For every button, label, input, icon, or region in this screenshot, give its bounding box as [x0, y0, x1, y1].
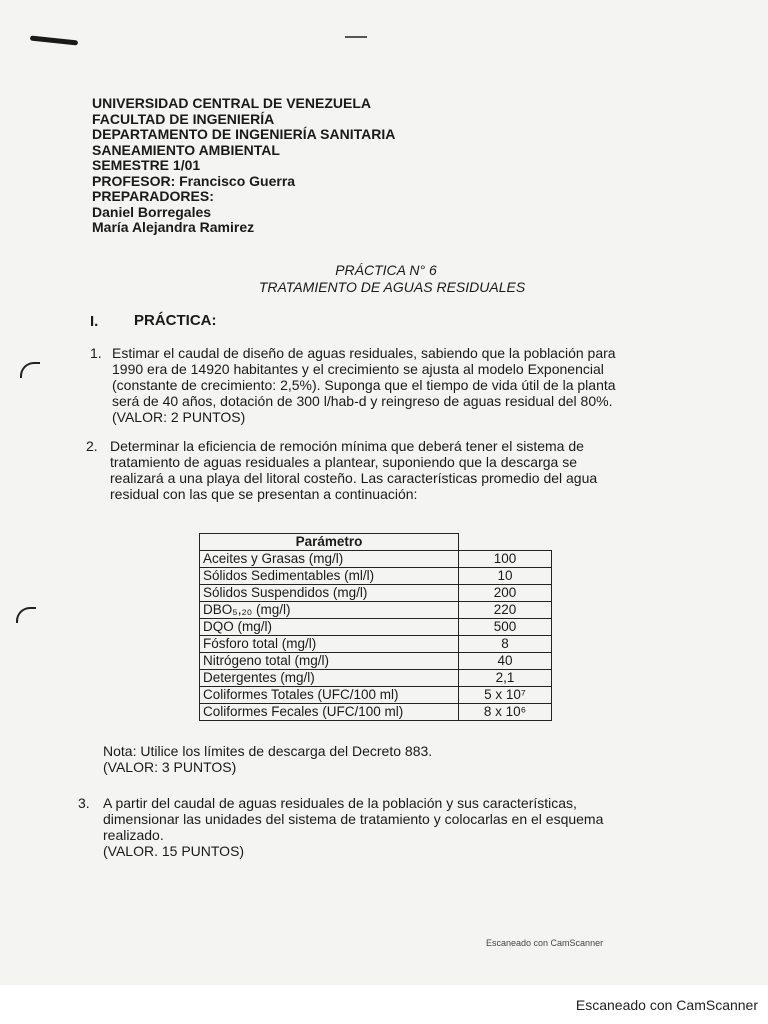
scanner-watermark: Escaneado con CamScanner — [486, 938, 604, 948]
practice-subject: TRATAMIENTO DE AGUAS RESIDUALES — [258, 279, 526, 295]
pen-mark — [30, 36, 78, 46]
table-header-row — [200, 534, 552, 551]
header-assistant-1: Daniel Borregales — [92, 203, 212, 220]
parameter-name: Coliformes Fecales (UFC/100 ml) — [200, 704, 459, 721]
note-value: (VALOR: 3 PUNTOS) — [103, 759, 237, 775]
parameter-name: Coliformes Totales (UFC/100 ml) — [200, 687, 459, 704]
table-note — [103, 743, 432, 775]
parameter-value: 8 x 10⁶ — [459, 704, 552, 721]
parameter-value: 500 — [459, 619, 552, 636]
practice-title: PRÁCTICA N° 6 — [335, 262, 437, 278]
question-line: dimensionar las unidades del sistema de tratamiento y colocarlas en el esquema — [103, 811, 604, 827]
parameter-name: Sólidos Suspendidos (mg/l) — [200, 585, 459, 602]
question-3-text — [103, 795, 603, 859]
question-line: residual con las que se presentan a continuación: — [110, 486, 418, 502]
question-2-text — [110, 438, 597, 502]
parameter-value: 5 x 10⁷ — [459, 687, 552, 704]
section-number: I. — [90, 313, 99, 330]
table-row — [200, 636, 552, 653]
table-row — [200, 704, 552, 721]
question-line: (constante de crecimiento: 2,5%). Suponga que el tiempo de vida útil de la planta — [112, 377, 616, 393]
question-line: A partir del caudal de aguas residuales de la población y sus características, — [103, 795, 577, 811]
question-line: será de 40 años, dotación de 300 l/hab-d y reingreso de aguas residual del 80%. — [112, 393, 613, 409]
table-row — [200, 687, 552, 704]
header-professor: PROFESOR: Francisco Guerra — [92, 172, 296, 189]
parameter-value: 220 — [459, 602, 552, 619]
table-row — [200, 653, 552, 670]
parameter-name: Sólidos Sedimentables (ml/l) — [200, 568, 459, 585]
parameter-value: 40 — [459, 653, 552, 670]
table-row — [200, 551, 552, 568]
header-semester: SEMESTRE 1/01 — [92, 157, 201, 173]
parameter-name: DQO (mg/l) — [200, 619, 459, 636]
section-title: PRÁCTICA: — [134, 312, 217, 329]
footer-watermark: Escaneado con CamScanner — [575, 997, 758, 1013]
header-university: UNIVERSIDAD CENTRAL DE VENEZUELA — [92, 95, 371, 111]
note-text: Nota: Utilice los límites de descarga del Decreto 883. — [103, 743, 433, 759]
question-line: tratamiento de aguas residuales a plantear, suponiendo que la descarga se — [110, 454, 577, 470]
question-line: Determinar la eficiencia de remoción mínima que deberá tener el sistema de — [110, 438, 584, 454]
parameter-name: Nitrógeno total (mg/l) — [200, 653, 459, 670]
table-row — [200, 619, 552, 636]
parameter-value: 8 — [459, 636, 552, 653]
footer-bar — [0, 985, 768, 1024]
parameter-value: 100 — [459, 551, 552, 568]
question-1-text — [112, 345, 616, 425]
question-value: (VALOR: 2 PUNTOS) — [112, 409, 246, 425]
parameter-name: Fósforo total (mg/l) — [200, 636, 459, 653]
table-row — [200, 585, 552, 602]
question-line: 1990 era de 14920 habitantes y el crecimiento se ajusta al modelo Exponencial — [112, 361, 604, 377]
question-line: realizado. — [103, 827, 164, 843]
parameter-name: Detergentes (mg/l) — [200, 670, 459, 687]
parameter-value: 10 — [459, 568, 552, 585]
header-course: SANEAMIENTO AMBIENTAL — [92, 141, 280, 158]
parameter-value: 200 — [459, 585, 552, 602]
header-faculty: FACULTAD DE INGENIERÍA — [92, 110, 275, 127]
question-1-number: 1. — [90, 345, 102, 361]
parameters-table — [199, 533, 552, 721]
parameter-column-header: Parámetro — [200, 534, 459, 551]
table-row — [200, 602, 552, 619]
header-assistants-label: PREPARADORES: — [92, 188, 214, 204]
question-line: realizará a una playa del litoral costeño. Las características promedio del agua — [110, 470, 598, 486]
punch-hole-mark — [16, 607, 36, 623]
value-column-header — [459, 534, 552, 551]
header-assistant-2: María Alejandra Ramirez — [92, 219, 255, 235]
header-department: DEPARTAMENTO DE INGENIERÍA SANITARIA — [92, 126, 396, 142]
question-2-number: 2. — [86, 438, 98, 454]
scan-speck — [345, 36, 367, 38]
table-row — [200, 568, 552, 585]
punch-hole-mark — [20, 362, 40, 378]
table-row — [200, 670, 552, 687]
question-3-number: 3. — [78, 795, 90, 811]
institution-header — [92, 96, 395, 236]
question-line: Estimar el caudal de diseño de aguas residuales, sabiendo que la población para — [112, 345, 616, 361]
parameter-name: DBO₅,₂₀ (mg/l) — [200, 602, 459, 619]
parameter-value: 2,1 — [459, 670, 552, 687]
question-value: (VALOR. 15 PUNTOS) — [103, 843, 245, 859]
parameter-name: Aceites y Grasas (mg/l) — [200, 551, 459, 568]
